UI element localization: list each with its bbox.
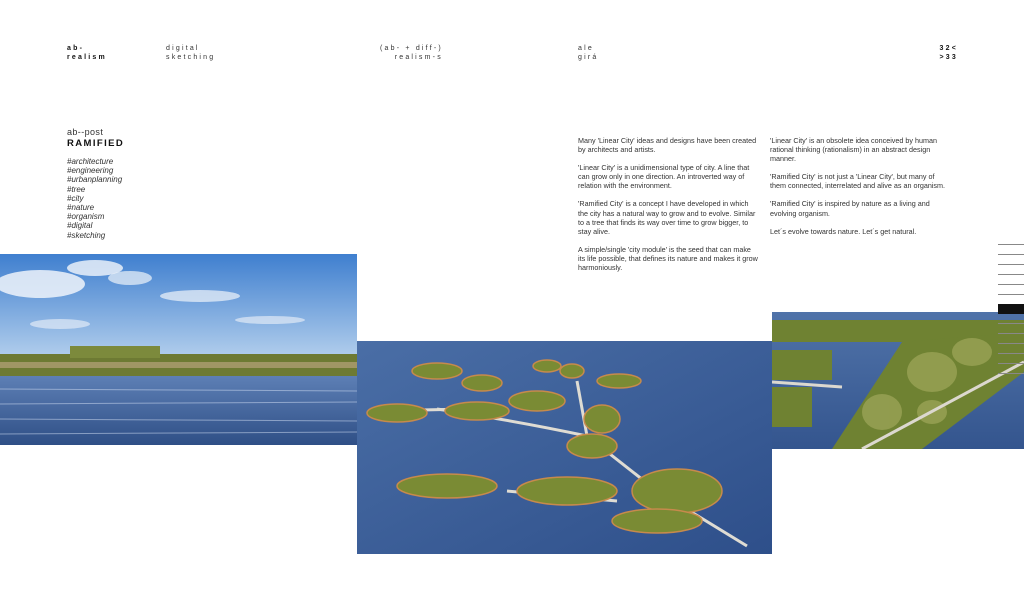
index-line xyxy=(998,333,1024,334)
page-index-lines xyxy=(998,244,1024,383)
paragraph: 'Ramified City' is a concept I have developed in which the city has a natural way to grow and to evolve. Similar to a tree that finds its way over time to grow bigger, to stay alive. xyxy=(578,199,756,236)
index-line xyxy=(998,264,1024,265)
index-line xyxy=(998,254,1024,255)
brand-line-1: ab- xyxy=(67,45,85,52)
tag-item: #tree xyxy=(67,184,86,194)
section-line-1: digital xyxy=(166,45,200,52)
project-title: RAMIFIED xyxy=(67,138,125,149)
tag-item: #digital xyxy=(67,221,93,231)
project-subtitle: ab--post xyxy=(67,127,104,137)
author-line-1: ale xyxy=(578,45,594,52)
index-line xyxy=(998,363,1024,364)
page-right: >33 xyxy=(939,54,958,61)
index-line xyxy=(998,294,1024,295)
index-line xyxy=(998,244,1024,245)
index-line-current xyxy=(998,304,1024,314)
brand-label xyxy=(67,44,107,62)
index-line xyxy=(998,274,1024,275)
render-image-closeup xyxy=(772,312,1024,449)
section-label xyxy=(166,44,215,62)
render-image-waterline xyxy=(0,254,357,445)
index-line xyxy=(998,353,1024,354)
render-image-aerial xyxy=(357,341,772,554)
paragraph: 'Linear City' is an obsolete idea conceived by human rational thinking (rationalism) in an abstract design manner. xyxy=(770,136,937,164)
project-title-block xyxy=(67,127,124,240)
index-line xyxy=(998,323,1024,324)
tag-item: #city xyxy=(67,193,84,203)
paragraph: A simple/single 'city module' is the seed that can make its life possible, that defines its nature and makes it grow harmoniously. xyxy=(578,244,758,273)
paragraph: 'Ramified City' is not just a 'Linear City', but many of them connected, interrelated and alive as an organism. xyxy=(770,172,945,191)
tag-item: #nature xyxy=(67,203,95,213)
tag-item: #engineering xyxy=(67,166,114,176)
paragraph: 'Ramified City' is inspired by nature as a living and evolving organism. xyxy=(770,199,930,218)
index-line xyxy=(998,373,1024,374)
tag-item: #urbanplanning xyxy=(67,175,123,185)
author-line-2: girá xyxy=(578,54,599,61)
index-line xyxy=(998,284,1024,285)
page-left: 32< xyxy=(939,45,958,52)
section-line-2: sketching xyxy=(166,54,216,61)
brand-line-2: realism xyxy=(67,54,107,61)
page-number xyxy=(940,44,958,62)
paragraph: Many 'Linear City' ideas and designs have been created by architects and artists. xyxy=(578,136,757,155)
paragraph: 'Linear City' is a unidimensional type of city. A line that can grow only in one direction. An introverted way of relation with the environment. xyxy=(578,163,750,191)
series-label xyxy=(380,44,443,62)
tag-item: #organism xyxy=(67,212,105,222)
tag-list xyxy=(67,157,124,240)
text-column-2 xyxy=(770,136,952,245)
paragraph: Let´s evolve towards nature. Let´s get natural. xyxy=(770,226,917,236)
author-label xyxy=(578,44,598,62)
tag-item: #sketching xyxy=(67,230,106,240)
text-column-1 xyxy=(578,136,760,281)
tag-item: #architecture xyxy=(67,157,114,166)
series-line-1: (ab- + diff-) xyxy=(380,45,443,52)
index-line xyxy=(998,343,1024,344)
series-line-2: realism-s xyxy=(394,54,443,61)
